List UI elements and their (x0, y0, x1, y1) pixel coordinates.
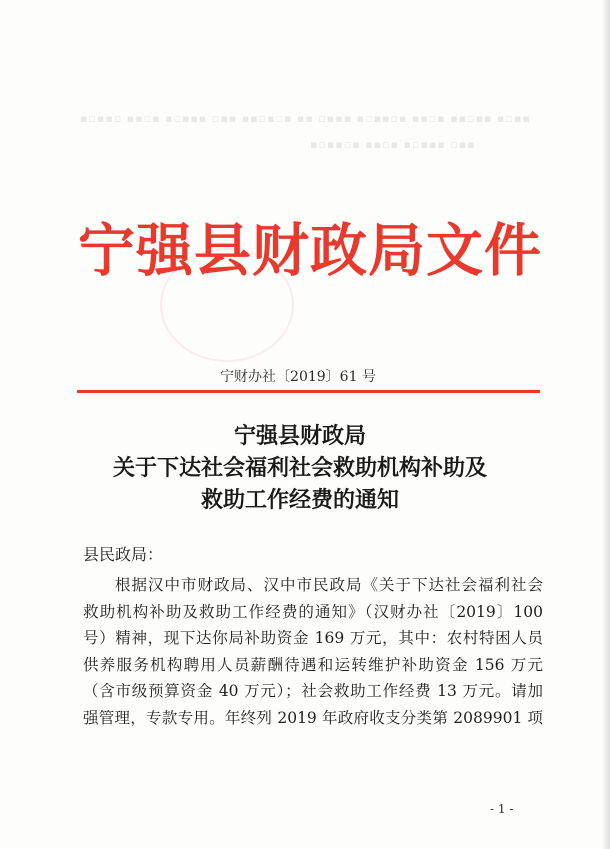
salutation: 县民政局： (83, 545, 164, 564)
notice-title-line: 救助工作经费的通知 (200, 487, 399, 513)
notice-title (60, 420, 540, 516)
red-divider-line (77, 390, 540, 393)
body-line: 根据汉中市财政局、汉中市民政局《关于下达社会福利社会 (115, 576, 543, 594)
body-line: 救助机构补助及救助工作经费的通知》（汉财办社〔2019〕100 (83, 602, 543, 621)
body-line: （含市级预算资金 40 万元）；社会救助工作经费 13 万元。请加 (83, 682, 543, 700)
page-edge-shadow (602, 0, 610, 849)
body-line: 供养服务机构聘用人员薪酬待遇和运转维护补助资金 156 万元 (83, 655, 543, 674)
bleed-through-text: ▪▫▪▪▫ ▪▪▫▪ ▪▫▪▪▪ ▫▪▪ ▪▪▫▪▫▪ ▪▪ ▫▪▪▪ ▪▫▪▪▫▪ ▪▪▫▪ ▪▪▫▪▪ ▪▫▪▪ (80, 112, 531, 125)
notice-title-line: 关于下达社会福利社会救助机构补助及 (112, 455, 487, 481)
body-line: 号）精神，现下达你局补助资金 169 万元，其中：农村特困人员 (83, 629, 543, 647)
notice-body (83, 572, 543, 731)
body-line: 强管理，专款专用。年终列 2019 年政府收支分类第 2089901 项 (83, 708, 543, 727)
document-header-title: 宁强县财政局文件 (78, 217, 542, 284)
document-number: 宁财办社〔2019〕61 号 (220, 369, 376, 385)
notice-title-line: 宁强县财政局 (233, 423, 366, 449)
bleed-through-text: ▪▫▪▪▫▪ ▪▪▫▪ ▪▫▪▪▪ ▫▪▪ (310, 138, 476, 151)
page-number: - 1 - (490, 802, 514, 816)
